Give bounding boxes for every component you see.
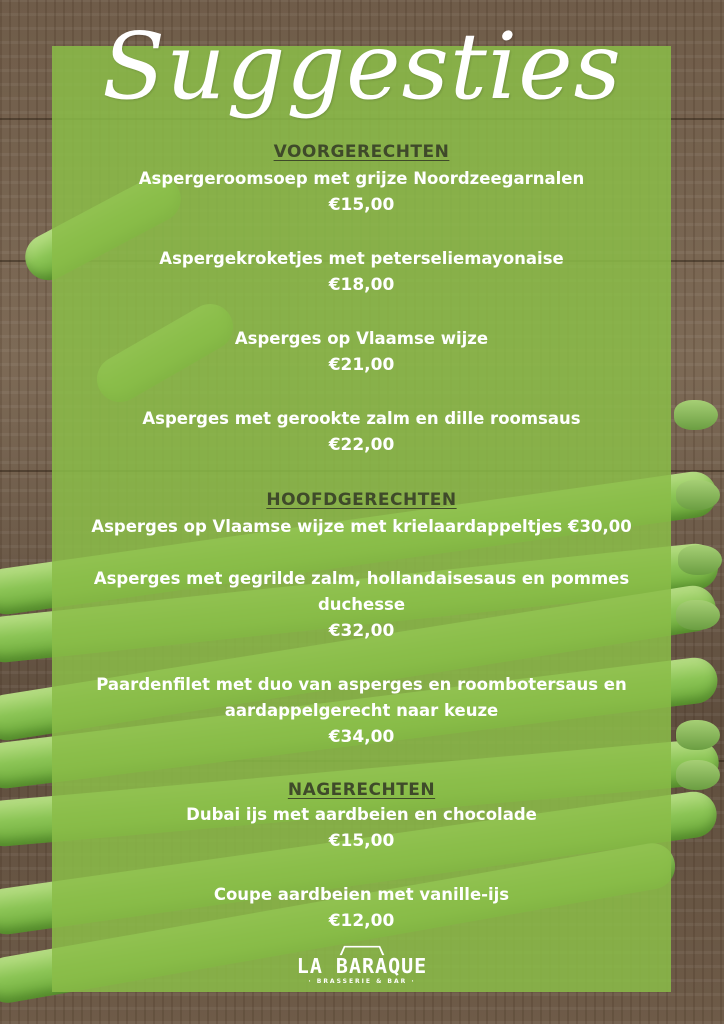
- asparagus-tip: [676, 760, 720, 790]
- dish-name: Aspergeroomsoep met grijze Noordzeegarnalen: [138, 169, 585, 188]
- section-heading: NAGERECHTEN: [287, 780, 436, 800]
- dish-name-line: Paardenfilet met duo van asperges en roombotersaus en: [96, 675, 627, 694]
- dish-price: €18,00: [328, 275, 395, 295]
- section-heading: HOOFDGERECHTEN: [266, 490, 457, 510]
- logo-name: LA BARAQUE: [296, 954, 428, 978]
- menu-item: [52, 566, 671, 644]
- asparagus-tip: [676, 600, 720, 630]
- menu-item: [52, 802, 671, 854]
- dish-price: €15,00: [328, 195, 395, 215]
- dish-price: €34,00: [328, 727, 395, 747]
- section-nagerechten: [52, 778, 671, 802]
- restaurant-logo: [262, 945, 462, 987]
- dish-name: Coupe aardbeien met vanille-ijs: [213, 885, 510, 904]
- dish-name: Aspergekroketjes met peterseliemayonaise: [159, 249, 564, 268]
- dish-name: Asperges op Vlaamse wijze: [234, 329, 489, 348]
- menu-item: [52, 326, 671, 378]
- dish-price: €32,00: [328, 621, 395, 641]
- menu-item: [52, 246, 671, 298]
- logo-tagline: · BRASSERIE & BAR ·: [308, 978, 416, 985]
- dish-name: Asperges met gerookte zalm en dille roomsaus: [142, 409, 581, 428]
- dish-name-line: Asperges met gegrilde zalm, hollandaisesaus en pommes: [93, 569, 630, 588]
- menu-item: [52, 672, 671, 750]
- asparagus-tip: [676, 720, 720, 750]
- section-voorgerechten: [52, 140, 671, 166]
- section-hoofdgerechten: [52, 488, 671, 514]
- dish-name-line: aardappelgerecht naar keuze: [224, 701, 499, 720]
- dish-name: Asperges op Vlaamse wijze met krielaardappeltjes €30,00: [91, 517, 632, 536]
- dish-price: €12,00: [328, 911, 395, 931]
- section-heading: VOORGERECHTEN: [273, 142, 450, 162]
- menu-title: Suggesties: [102, 13, 622, 120]
- asparagus-tip: [674, 400, 718, 430]
- asparagus-tip: [676, 480, 720, 510]
- roof-icon: [340, 946, 385, 955]
- asparagus-tip: [678, 545, 722, 575]
- menu-item: [52, 166, 671, 218]
- menu-content: [52, 140, 671, 934]
- menu-item: [52, 882, 671, 934]
- dish-price: €22,00: [328, 435, 395, 455]
- dish-name-line: duchesse: [317, 595, 406, 614]
- menu-item: [52, 514, 671, 540]
- dish-price: €15,00: [328, 831, 395, 851]
- dish-name: Dubai ijs met aardbeien en chocolade: [186, 805, 537, 824]
- menu-item: [52, 406, 671, 458]
- dish-price: €21,00: [328, 355, 395, 375]
